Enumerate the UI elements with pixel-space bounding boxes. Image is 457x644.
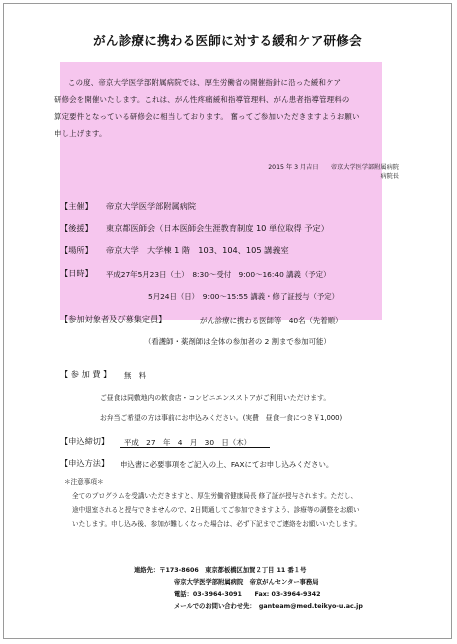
intro-line: 算定要件となっている研修会に相当しております。 奮ってご参加いただきますようお願い: [54, 112, 360, 121]
contact-address: 連絡先：〒173-8606 東京都板橋区加賀２丁目 11 番１号: [134, 567, 307, 574]
schedule-day1: 平成27年5月23日（土） 8:30～受付 9:00～16:40 講義（予定）: [106, 270, 331, 279]
fee-label: 【 参 加 費 】: [60, 369, 112, 379]
intro-text: [54, 74, 406, 142]
method-label: 【申込方法】: [60, 458, 110, 468]
contact-email[interactable]: メールでのお問い合わせ先： ganteam@med.teikyo-u.ac.jp: [174, 603, 363, 610]
fee-value: 無 料: [124, 371, 147, 380]
fee-note-lunch: ご昼食は同敷地内の飲食店・コンビニエンスストアがご利用いただけます。: [100, 394, 331, 402]
intro-line: 申し上げます。: [54, 129, 107, 138]
method-value: 申込書に必要事項をご記入の上、FAXにてお申し込みください。: [120, 460, 334, 469]
notes-heading: ＊注意事項＊: [64, 478, 104, 486]
notes-line: いたします。申し込み後、参加が難しくなった場合は、必ず下記までご連絡をお願いいたします。: [72, 520, 362, 528]
place-label: 【場所】: [60, 245, 93, 255]
organizer-value: 帝京大学医学部附属病院: [106, 201, 197, 211]
date-signature: [268, 163, 399, 181]
fee-note-bento: お弁当ご希望の方は事前にお申込みください。(実費 昼食一食につき￥1,000): [100, 414, 343, 422]
sponsor-label: 【後援】: [60, 223, 93, 233]
notes-line: 途中退室されると授与できませんので、2日間通してご参加できますよう、診療等の調整をお願い: [72, 506, 360, 514]
target-value: がん診療に携わる医師等 40名（先着順）: [200, 316, 343, 325]
target-label: 【参加対象者及び募集定員】: [60, 314, 167, 324]
issue-date: 2015 年 3 月吉日 帝京大学医学部附属病院: [268, 164, 399, 171]
deadline-label: 【申込締切】: [60, 436, 110, 446]
notes-line: 全てのプログラムを受講いただきますと、厚生労働省健康局長 修了証が授与されます。ただし、: [72, 492, 358, 500]
deadline-value: 平成 27 年 4 月 30 日（木）: [124, 438, 251, 447]
schedule-label: 【日時】: [60, 268, 93, 278]
intro-line: 研修会を開催いたします。これは、がん性疼痛緩和指導管理料、がん患者指導管理料の: [54, 95, 350, 104]
flyer-page: [3, 3, 452, 639]
signer-role: 病院長: [380, 173, 399, 180]
contact-block: [134, 565, 424, 613]
sponsor-value: 東京都医師会（日本医師会生涯教育制度 10 単位取得 予定）: [106, 223, 329, 233]
target-note: （看護師・薬剤師は全体の参加者の 2 割まで参加可能）: [144, 337, 331, 346]
contact-office: 帝京大学医学部附属病院 帝京がんセンター事務局: [174, 579, 319, 586]
notes-section: [64, 475, 402, 531]
schedule-day2: 5月24日（日） 9:00～15:55 講義・修了証授与（予定）: [148, 292, 340, 301]
page-title: がん診療に携わる医師に対する緩和ケア研修会: [93, 33, 362, 48]
organizer-label: 【主催】: [60, 201, 93, 211]
intro-line: この度、帝京大学医学部附属病院では、厚生労働省の開催指針に沿った緩和ケア: [68, 78, 342, 87]
contact-phone: 電話：03-3964-3091 Fax: 03-3964-9342: [174, 591, 321, 598]
place-value: 帝京大学 大学棟 1 階 103、104、105 講義室: [106, 245, 289, 255]
